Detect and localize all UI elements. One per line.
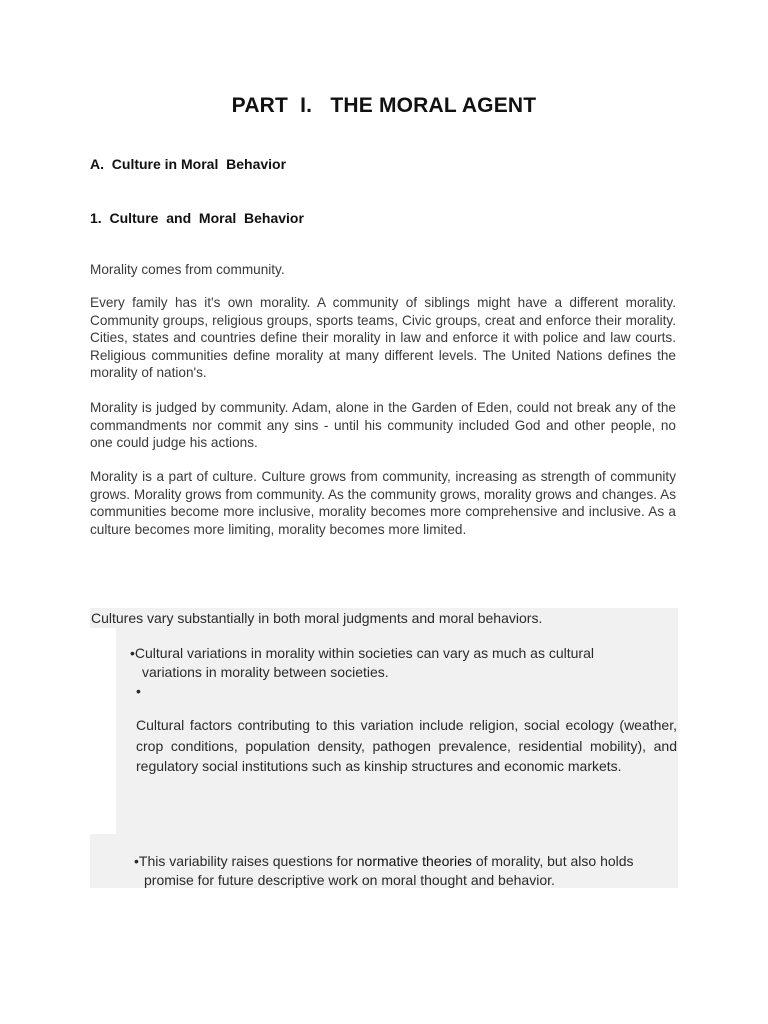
slide-bullet-variations-line1: •Cultural variations in morality within societies can vary as much as cultural bbox=[130, 645, 594, 661]
slide-bullet-variability-line2: promise for future descriptive work on moral thought and behavior. bbox=[144, 872, 555, 888]
normative-theories-link[interactable]: normative theories bbox=[356, 853, 472, 869]
paragraph-family: Every family has it's own morality. A community of siblings might have a different morality. Community groups, religious groups, sports teams, Civic groups, creat and enforce their morality. Cities, states and countries define their morality in law and enforce it with police and law courts. Religious communities define morality at many different levels. The United Nations defines the morality of nation's. bbox=[90, 295, 676, 380]
section-heading-a: A. Culture in Moral Behavior bbox=[90, 156, 287, 172]
paragraph-culture: Morality is a part of culture. Culture grows from community, increasing as strength of community grows. Morality grows from community. As the community grows, morality grows and changes. As communities become more inclusive, morality becomes more comprehensive and inclusive. As a culture becomes more limiting, morality becomes more limited. bbox=[90, 469, 676, 537]
slide-lead-text: Cultures vary substantially in both moral judgments and moral behaviors. bbox=[91, 610, 543, 626]
slide-bullet-variations-line2: variations in morality between societies. bbox=[142, 664, 389, 680]
page-title: PART I. THE MORAL AGENT bbox=[231, 94, 537, 117]
subsection-heading-1: 1. Culture and Moral Behavior bbox=[90, 210, 304, 226]
slide-bullet-variability-post: of morality, but also holds bbox=[471, 853, 634, 869]
paragraph-intro: Morality comes from community. bbox=[90, 262, 285, 277]
slide-bullet-variability-pre: •This variability raises questions for bbox=[134, 853, 357, 869]
slide-bullet-variability bbox=[134, 852, 678, 890]
slide-bullet-variations bbox=[130, 644, 670, 682]
paragraph-judged: Morality is judged by community. Adam, alone in the Garden of Eden, could not break any of the commandments nor commit any sins - until his community included God and other people, no one could judge his actions. bbox=[90, 400, 676, 450]
slide-empty-bullet: • bbox=[136, 683, 141, 699]
slide-factors-paragraph: Cultural factors contributing to this variation include religion, social ecology (weather, crop conditions, population density, pathogen prevalence, residential mobility), and regulatory social institutions such as kinship structures and economic markets. bbox=[136, 717, 677, 774]
